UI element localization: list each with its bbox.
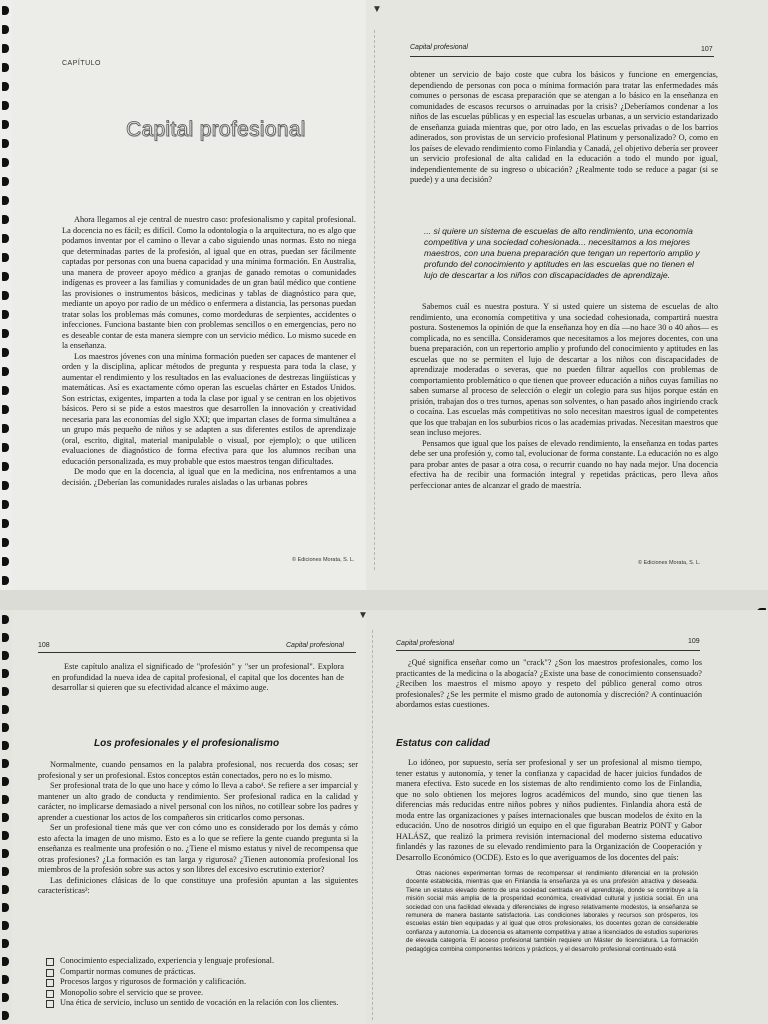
list-item: Monopolio sobre el servicio que se provee. <box>46 988 346 999</box>
binder-hole-icon <box>2 741 9 750</box>
binder-hole-icon <box>2 291 9 300</box>
block-quote: ... si quiere un sistema de escuelas de alto rendimiento, una economía competitiva y una sociedad cohesionada... necesitamos a los mejores maestros, con una buena preparación que tengan un repertorio amplio y profundo del conocimiento y aptitudes en las escuelas que no tienen el lujo de descartar a los niños con discapacidades de aprendizaje. <box>424 226 700 280</box>
paragraph: De modo que en la docencia, al igual que en la medicina, nos enfrentamos a una decisión. ¿Deberían las comunidades rurales aisladas o las urbanas pobres <box>62 467 356 487</box>
list-item: Procesos largos y rigurosos de formación y calificación. <box>46 977 346 988</box>
binder-hole-icon <box>2 25 9 34</box>
binder-hole-icon <box>2 424 9 433</box>
page-number: 107 <box>701 46 713 53</box>
checkbox-icon <box>46 958 54 966</box>
binder-hole-icon <box>2 993 9 1002</box>
page-crease <box>374 30 375 570</box>
binder-hole-icon <box>2 939 9 948</box>
binder-hole-icon <box>2 348 9 357</box>
binder-hole-icon <box>2 669 9 678</box>
characteristics-list <box>46 956 346 1009</box>
page-108 <box>12 610 366 1024</box>
binder-hole-icon <box>2 177 9 186</box>
paragraph: Lo idóneo, por supuesto, sería ser profesional y ser un profesional al mismo tiempo, tener estatus y autonomía, y tener la confianza y capacidad de hacer juicios fundados de manera efectiva. Esto sucede en los sistemas de alto rendimiento como los de Finlandia, que no solo obtienen los mejores logros académicos del mundo, sino que tienen las diferencias más reducidas entre niños pobres y niños pudientes. Finlandia ahora está de moda entre las organizaciones y países internacionales que buscan modelos de éxito en la educación. Uno de nosotros dirigió un equipo en el que figuraban Beatriz PONT y Gabor HALÁSZ, que realizó la primera revisión internacional del moderno sistema educativo finlandés y las razones de su elevado rendimiento para la Organización de Cooperación y Desarrollo Económico (OCDE). Esto es lo que averiguamos de los docentes del país: <box>396 758 702 862</box>
page-gap <box>0 590 768 610</box>
list-item: Conocimiento especializado, experiencia y lenguaje profesional. <box>46 956 346 967</box>
binder-hole-icon <box>2 6 9 15</box>
paragraph: Ser un profesional tiene más que ver con cómo uno es considerado por los demás y cómo esto afecta la imagen de uno mismo. Esto es a lo que se refiere la gente cuando pregunta si la enseñanza es realmente una profesión o no. ¿Tiene el mismo estatus y nivel de recompensa que otras profesiones? ¿La formación es tan larga y rigurosa? ¿Tienen autonomía profesional los miembros de la profesión sobre sus actos y son libres del excesivo escrutinio exterior? <box>38 823 358 874</box>
binder-hole-icon <box>2 272 9 281</box>
binder-hole-icon <box>2 82 9 91</box>
corner-mark-icon: ▼ <box>358 610 368 621</box>
binder-hole-icon <box>2 139 9 148</box>
paragraph: Pensamos que igual que los países de elevado rendimiento, la enseñanza en todas partes debe ser una profesión y, como tal, evolucionar de forma constante. La educación no es algo para probar antes de pasar a otra cosa, o recurrir cuando no hay nada mejor. Una docencia efectiva ha de recibir una formación integral y repetidas prácticas, pero lleva años perfeccionar antes de alcanzar el grado de maestría. <box>410 438 718 490</box>
header-rule <box>410 56 714 57</box>
binder-hole-icon <box>2 329 9 338</box>
running-header: Capital profesional <box>410 44 468 51</box>
paragraph: Este capítulo analiza el significado de "profesión" y "ser un profesional". Explora en profundidad la nueva idea de capital profesional, el capital que los docentes han de desarrollar si quieren que su efectividad alcance el máximo auge. <box>52 662 344 692</box>
body-text <box>410 302 718 491</box>
paragraph: Ahora llegamos al eje central de nuestro caso: profesionalismo y capital profesional. La docencia no es fácil; es difícil. Como la odontología o la arquitectura, no es algo que podamos inventar por el camino o llevar a cabo siguiendo unas normas. Esto no niega que determinadas partes de la profesión, al igual que en otras, puedan ser fácilmente captadas por personas con una buena capacidad y una mínima formación. En Australia, una manera de proveer apoyo médico a granjas de ganado remotas o comunidades indígenas es proveer a las familias y comunidades de un gran baúl médico que contiene las provisiones o instrumentos básicos, medicinas y tablas de diagnóstico para que, mediante un apoyo por radio de un médico o enfermera a distancia, las personas puedan tratar solas los problemas más comunes, como mordeduras de serpientes, accidentes o infecciones. Funciona bastante bien con problemas sencillos o en emergencias, pero no es deseable contar de esta manera siempre con un servicio médico. Lo mismo sucede en la enseñanza. <box>62 215 356 350</box>
binder-hole-icon <box>2 44 9 53</box>
binder-hole-icon <box>2 158 9 167</box>
header-rule <box>38 652 356 653</box>
binder-hole-icon <box>2 849 9 858</box>
list-item: Una ética de servicio, incluso un sentido de vocación en la relación con los clientes. <box>46 998 346 1009</box>
binder-hole-icon <box>2 500 9 509</box>
paragraph: Los maestros jóvenes con una mínima formación pueden ser capaces de mantener el orden y la disciplina, aplicar métodos de pregunta y respuesta para toda la clase, y aumentar el rendimiento y los resultados en las evaluaciones de destrezas lingüísticas y matemáticas. Así es exactamente cómo operan las escuelas chárter en Estados Unidos. Son estrictas, exigentes, imparten a toda la clase por igual y se centran en los objetivos básicos. Pero si se pide a estos maestros que desarrollen la innovación y creatividad necesaria para las economías del siglo XXI; que impartan clases de forma simultánea a un grupo más pequeño de niños y se adapten a sus diferentes estilos de aprendizaje (oral, escrito, digital, material manipulable o visual, por ejemplo); o que utilicen evaluaciones de diagnóstico de forma efectiva para que los alumnos reciban una educación personalizada, es muy probable que estos maestros tengan dificultades. <box>62 351 356 466</box>
binder-hole-icon <box>2 310 9 319</box>
binder-hole-icon <box>2 253 9 262</box>
page-number: 109 <box>688 638 700 645</box>
binder-hole-icon <box>2 234 9 243</box>
chapter-title: Capital profesional <box>126 118 306 141</box>
publisher-footer: © Ediciones Morata, S. L. <box>638 560 701 566</box>
binder-hole-icon <box>2 885 9 894</box>
paragraph: Normalmente, cuando pensamos en la palabra profesional, nos recuerda dos cosas; ser profesional y ser un profesional. Estos conceptos están conectados, pero no es lo mismo. <box>38 760 358 780</box>
binder-hole-icon <box>2 795 9 804</box>
binder-hole-icon <box>2 957 9 966</box>
binder-hole-icon <box>2 557 9 566</box>
paragraph: Sabemos cuál es nuestra postura. Y si usted quiere un sistema de escuelas de alto rendimiento, una economía competitiva y una sociedad cohesionada, compartirá nuestra postura. Sostenemos la opinión de que la enseñanza hoy en día —no hace 30 o 40 años— es complicada, no es sencilla. Consideramos que necesitamos a los mejores docentes, con una buena preparación, con un repertorio amplio y profundo del conocimiento y aptitudes en las escuelas que no se permiten el lujo de descartar a los niños con discapacidades de aprendizaje moderadas o severas, que no pueden filtrar aquellos con problemas de comportamiento problemático o que tienen que proveer educación a niños cuyas familias no saben sumarse al proceso de selección o elegir un colegio para sus hijos porque están en prisión, trabajan dos o tres turnos, apenas son solventes, o han pasado años ingiriendo crack o cocaína. Las escuelas más competitivas no solo necesitan maestros igual de competentes que los que trabajan en los suburbios ricos o las academias privadas. Necesitan maestros que sean incluso mejores. <box>410 302 718 437</box>
body-text-top <box>410 70 718 186</box>
intro-text <box>396 658 702 711</box>
binder-hole-icon <box>2 705 9 714</box>
checkbox-icon <box>46 990 54 998</box>
paragraph: Las definiciones clásicas de lo que constituye una profesión apuntan a las siguientes características²: <box>38 875 358 895</box>
binder-hole-icon <box>2 481 9 490</box>
page-number: 108 <box>38 642 50 649</box>
binder-hole-icon <box>2 462 9 471</box>
page-107 <box>366 0 768 590</box>
binder-hole-icon <box>2 831 9 840</box>
binder-hole-icon <box>2 867 9 876</box>
corner-mark-icon: ▼ <box>372 4 382 15</box>
binder-hole-icon <box>2 538 9 547</box>
checkbox-icon <box>46 979 54 987</box>
body-text <box>38 760 358 897</box>
binder-hole-icon <box>2 687 9 696</box>
binder-hole-icon <box>2 777 9 786</box>
binder-hole-icon <box>2 1011 9 1020</box>
binder-hole-icon <box>2 63 9 72</box>
running-header: Capital profesional <box>396 640 454 647</box>
checkbox-icon <box>46 1000 54 1008</box>
binder-hole-icon <box>2 921 9 930</box>
body-text <box>62 215 356 488</box>
binder-hole-icon <box>2 120 9 129</box>
binder-hole-icon <box>2 196 9 205</box>
binder-hole-icon <box>2 101 9 110</box>
paragraph: Ser profesional trata de lo que uno hace y cómo lo lleva a cabo¹. Se refiere a ser imparcial y mantener un alto grado de conducta y rendimiento. Ser profesional radica en la calidad y carácter, no implicarse demasiado a nivel personal con los niños, no cotillear sobre los padres y aprender a cuestionar los actos de los compañeros sin criticarlos como personas. <box>38 781 358 822</box>
section-heading: Estatus con calidad <box>396 738 490 749</box>
header-rule <box>396 650 700 651</box>
binder-hole-icon <box>2 975 9 984</box>
binder-hole-icon <box>2 723 9 732</box>
page-crease <box>372 630 373 1020</box>
body-text <box>396 758 702 863</box>
chapter-label: CAPÍTULO <box>62 60 102 67</box>
publisher-footer: © Ediciones Morata, S. L. <box>292 557 355 563</box>
binder-hole-icon <box>2 386 9 395</box>
binder-hole-icon <box>2 576 9 585</box>
list-item: Compartir normas comunes de prácticas. <box>46 967 346 978</box>
checkbox-icon <box>46 969 54 977</box>
intro-text <box>52 662 344 694</box>
block-quote: Otras naciones experimentan formas de recompensar el rendimiento diferencial en la profesión docente establecida, mientras que en Finlandia la enseñanza ya es una profesión atractiva y deseada. Tiene un estatus elevado dentro de una sociedad centrada en el aprendizaje, donde se contribuye a la misión social más amplia de la prosperidad económica, creatividad cultural y justicia social. En una sociedad con una facilidad elevada y diferenciales de ingreso relativamente modestos, la enseñanza se remunera de manera bastante satisfactoria. Las condiciones laborales y recursos son prósperos, los escuelas están bien equipadas y al igual que otros profesionales, los docentes gozan de considerable confianza y autonomía. La docencia es altamente competitiva y atrae a licenciados de estudios superiores de elevada categoría. El acceso profesional también requiere un Máster de licenciatura. La formación pedagógica combina componentes teóricos y prácticos, y el desarrollo profesional continuado está <box>406 870 698 953</box>
binder-hole-icon <box>2 813 9 822</box>
binder-hole-icon <box>2 759 9 768</box>
binder-hole-icon <box>2 443 9 452</box>
paragraph: ¿Qué significa enseñar como un "crack"? ¿Son los maestros profesionales, como los practicantes de la medicina o la abogacía? ¿Existe una base de conocimiento consensuado? ¿Reciben los maestros el mismo apoyo y respeto del público general como otros profesionales? ¿Se les permite el mismo grado de autonomía y discreción? A continuación abordamos estas cuestiones. <box>396 658 702 709</box>
binder-hole-icon <box>2 519 9 528</box>
binder-hole-icon <box>2 405 9 414</box>
page-chapter-opening <box>12 0 366 590</box>
paragraph: obtener un servicio de bajo coste que cubra los básicos y funcione en emergencias, dependiendo de personas con poca o mínima formación para tratar las enfermedades más comunes o personas de escasa preparación que se atengan a lo básico en la enseñanza en comunidades de escasos recursos o arruinadas por la crisis? ¿Deberíamos condenar a los niños de las escuelas públicas y en especial las escuelas urbanas, a un servicio estandarizado de enseñanza guiada mientras que, por otro lado, en las escuelas privadas o de los barrios adinerados, son provistas de un servicio profesional Platinum y personalizado? O, como en los países de elevado rendimiento como Finlandia y Canadá, ¿el objetivo debería ser proveer un servicio profesional de alta calidad en la educación a todo el mundo por igual, independientemente de su ingreso o ubicación? ¿Realmente todo se reduce a pagar (si se puede) y a una decisión? <box>410 70 718 184</box>
section-heading: Los profesionales y el profesionalismo <box>94 738 280 749</box>
running-header: Capital profesional <box>286 642 344 649</box>
page-109 <box>358 610 768 1024</box>
binder-hole-icon <box>2 633 9 642</box>
binder-hole-icon <box>2 215 9 224</box>
binder-hole-icon <box>2 615 9 624</box>
binder-hole-icon <box>2 651 9 660</box>
binder-hole-icon <box>2 367 9 376</box>
binder-hole-icon <box>2 903 9 912</box>
